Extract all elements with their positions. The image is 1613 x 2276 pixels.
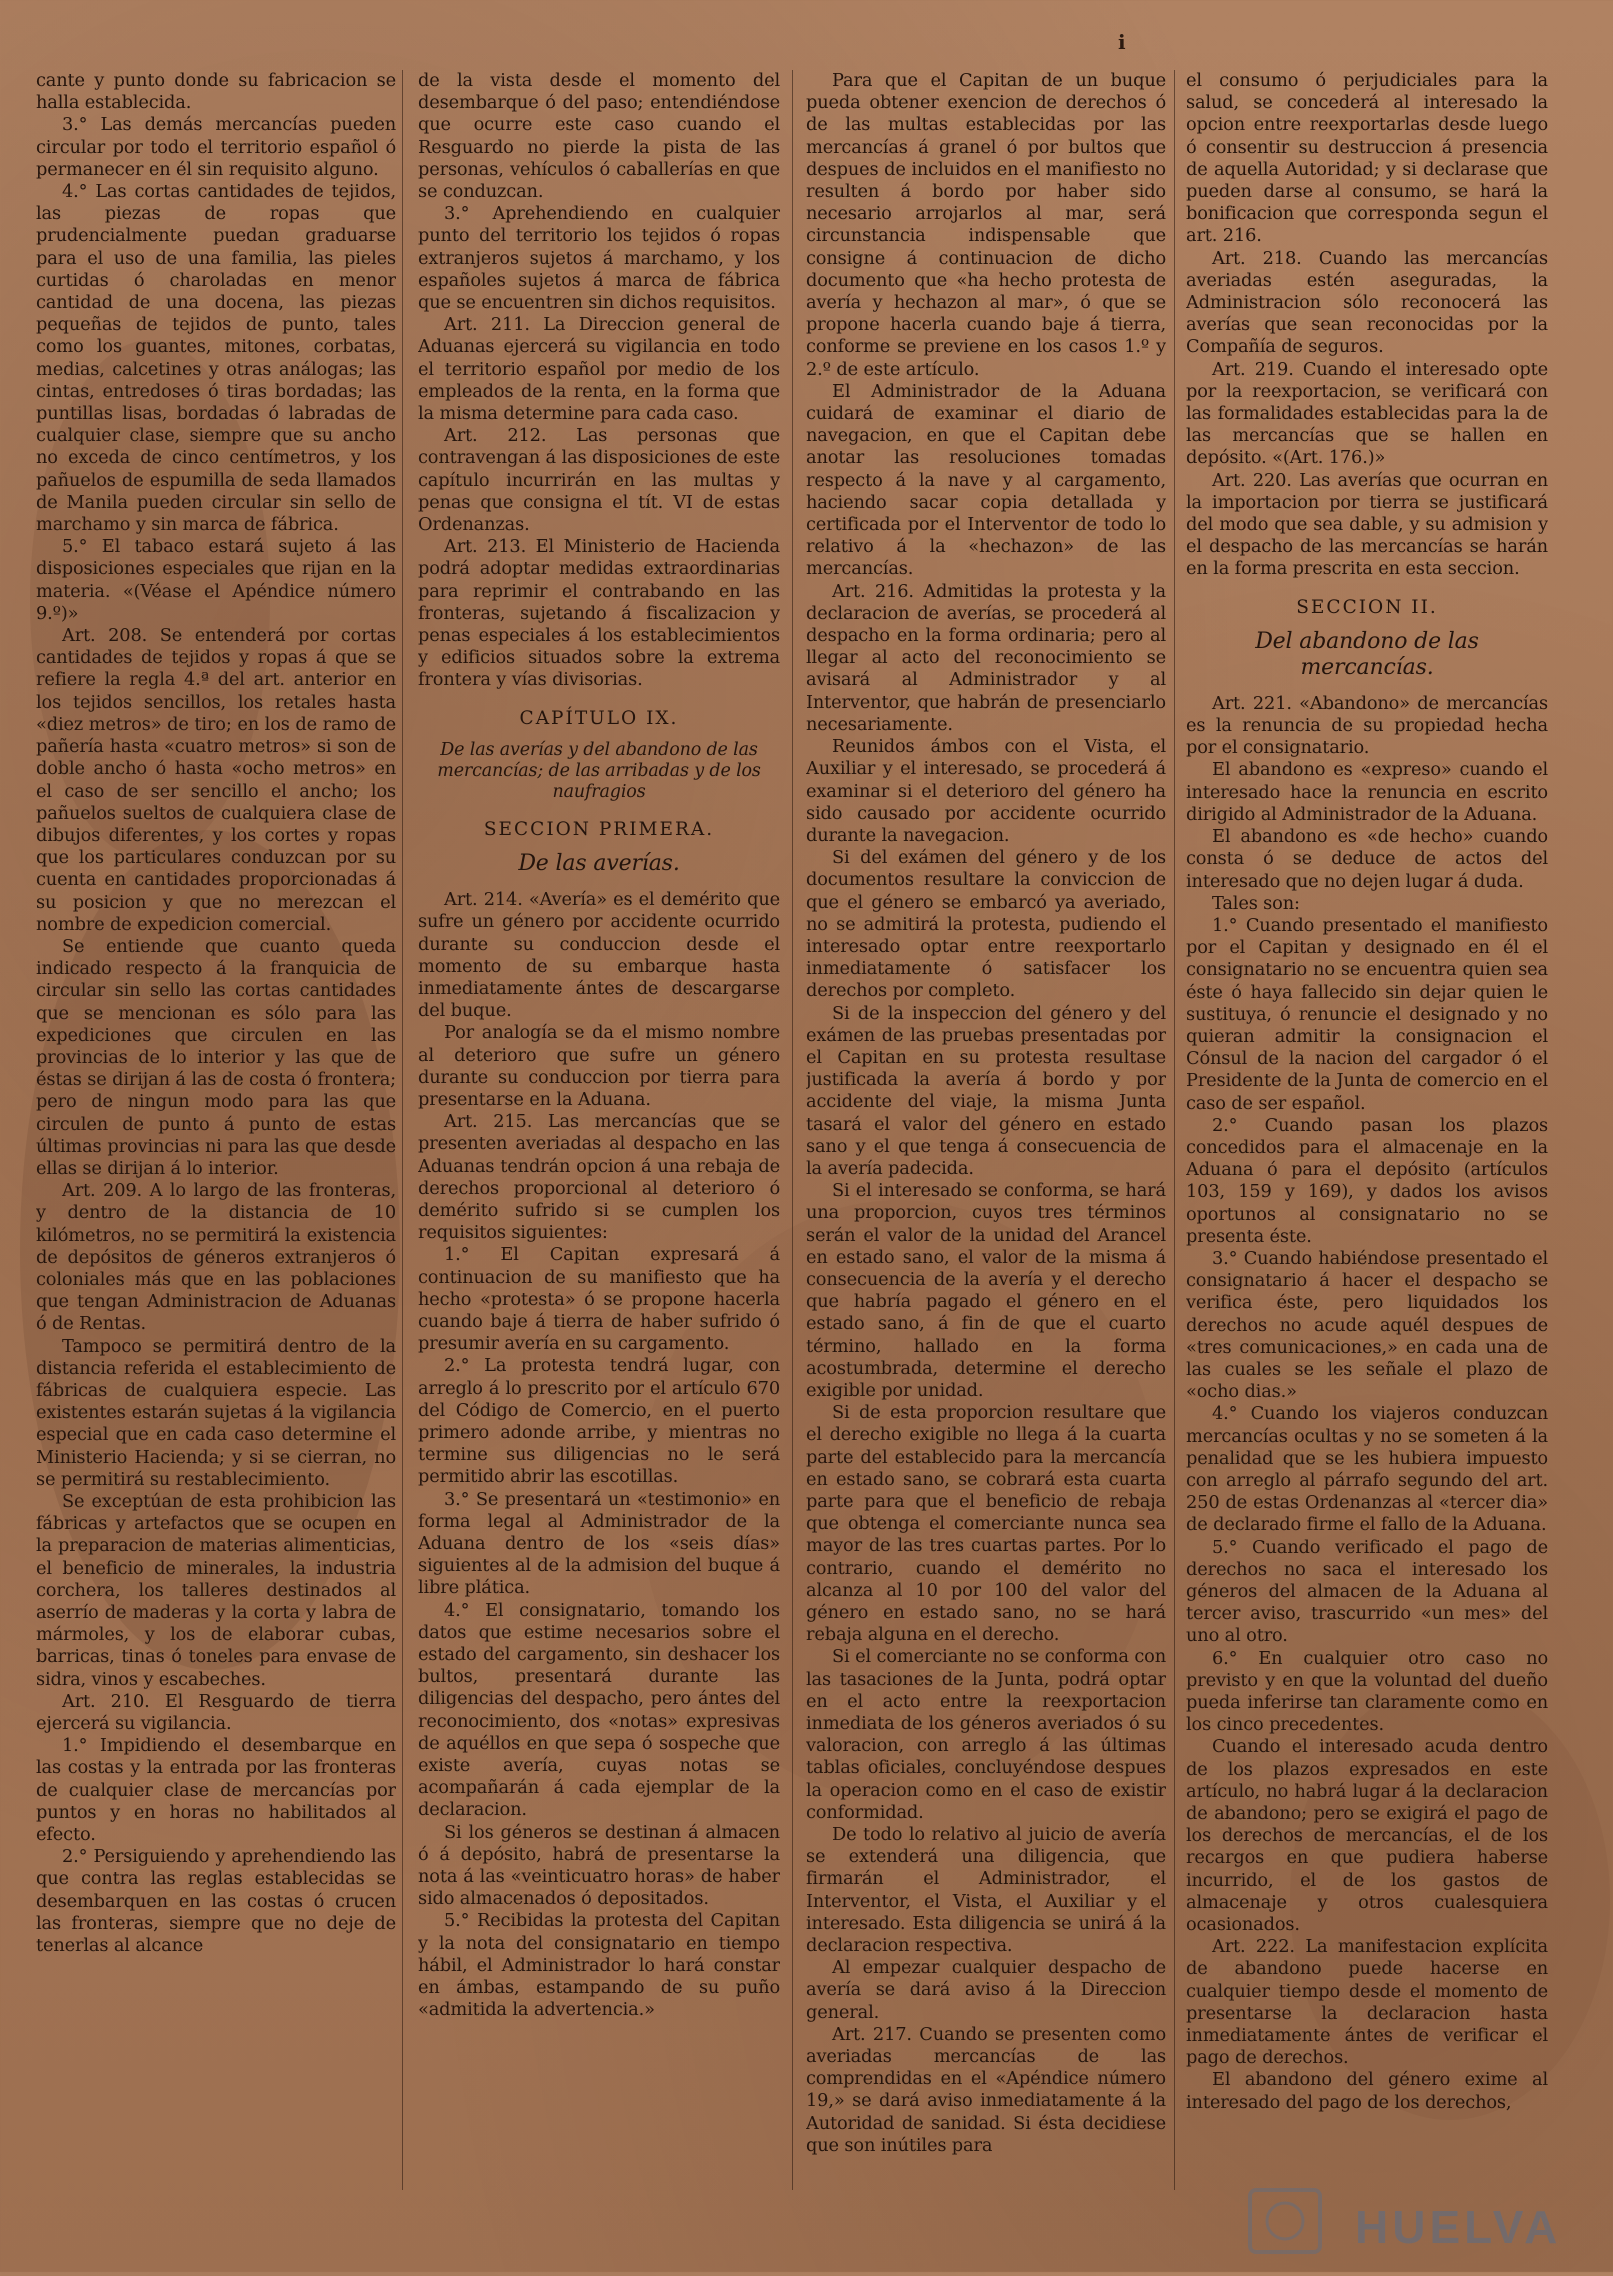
article-paragraph: Art. 222. La manifestacion explícita de abandono puede hacerse en cualquier tiempo desde el momento de presentarse la declaracion hasta inmediatamente ántes de verificar el pago de derechos.	[1186, 1936, 1548, 2069]
article-paragraph: 2.° Persiguiendo y aprehendiendo las que contra las reglas establecidas se desembarquen en las costas ó crucen las fronteras, siempre que no deje de tenerlas al alcance	[36, 1846, 396, 1957]
article-paragraph: 5.° Cuando verificado el pago de derechos no saca el interesado los géneros del almacen de la Aduana al tercer aviso, trascurrido «un mes» del uno al otro.	[1186, 1536, 1548, 1647]
text-column-4	[1186, 70, 1548, 2180]
article-paragraph: De todo lo relativo al juicio de avería se extenderá una diligencia, que firmarán el Administrador, el Interventor, el Vista, el Auxiliar y el interesado. Esta diligencia se unirá á la declaracion respectiva.	[806, 1824, 1166, 1957]
article-paragraph: Para que el Capitan de un buque pueda obtener exencion de derechos ó de las multas establecidas por las mercancías á granel ó por bultos que despues de incluidos en el manifiesto no resulten á bordo por haber sido necesario arrojarlos al mar, será circunstancia indispensable que consigne á continuacion de dicho documento que «ha hecho protesta de avería y hechazon al mar», ó que se propone hacerla cuando baje á tierra, conforme se previene en los casos 1.º y 2.º de este artículo.	[806, 70, 1166, 380]
article-paragraph: Al empezar cualquier despacho de avería se dará aviso á la Direccion general.	[806, 1957, 1166, 2023]
article-paragraph: Se exceptúan de esta prohibicion las fábricas y artefactos que se ocupen en la preparacion de materias alimenticias, el beneficio de minerales, la industria corchera, los talleres destinados al aserrío de maderas y la corta y labra de mármoles, y los de elaborar cubas, barricas, tinas ó toneles para envase de sidra, vinos y escabeches.	[36, 1491, 396, 1690]
section-heading: SECCION PRIMERA.	[483, 818, 715, 840]
article-paragraph: Si de la inspeccion del género y del exámen de las pruebas presentadas por el Capitan en su protesta resultase justificada la avería á bordo y por accidente del viaje, la misma Junta tasará el valor del género en estado sano y el que tenga á consecuencia de la avería padecida.	[806, 1002, 1166, 1179]
article-paragraph: Art. 209. A lo largo de las fronteras, y dentro de la distancia de 10 kilómetros, no se permitirá la existencia de depósitos de géneros extranjeros ó coloniales más que en las poblaciones que tengan Administracion de Aduanas ó de Rentas.	[36, 1180, 396, 1335]
article-paragraph: Se entiende que cuanto queda indicado respecto á la franquicia de circular sin sello las cortas cantidades que se mencionan es sólo para las expediciones que circulen en las provincias de lo interior y las que de éstas se dirijan á las de costa ó frontera; pero de ningun modo para las que circulen de punto á punto de estas últimas provincias ni para las que desde ellas se dirijan á lo interior.	[36, 935, 396, 1179]
article-paragraph: 5.° El tabaco estará sujeto á las disposiciones especiales que rijan en la materia. «(Véase el Apéndice número 9.º)»	[36, 536, 396, 624]
section-subtitle: De las averías.	[518, 851, 680, 877]
article-paragraph: El abandono del género exime al interesado del pago de los derechos,	[1186, 2069, 1548, 2113]
section-heading: CAPÍTULO IX.	[519, 707, 679, 729]
article-paragraph: 1.° El Capitan expresará á continuacion de su manifiesto que ha hecho «protesta» ó se propone hacerla cuando baje á tierra de haber sufrido ó presumir avería en su cargamento.	[418, 1244, 780, 1355]
article-paragraph: 3.° Aprehendiendo en cualquier punto del territorio los tejidos ó ropas extranjeros sujetos á marchamo, y los españoles sujetos á marca de fábrica que se encuentren sin dichos requisitos.	[418, 203, 780, 314]
article-paragraph: 5.° Recibidas la protesta del Capitan y la nota del consignatario en tiempo hábil, el Administrador lo hará constar en ámbas, estampando de su puño «admitida la advertencia.»	[418, 1910, 780, 2021]
article-paragraph: El abandono es «expreso» cuando el interesado hace la renuncia en escrito dirigido al Administrador de la Aduana.	[1186, 759, 1548, 825]
section-heading: SECCION II.	[1296, 596, 1438, 618]
article-paragraph: Tales son:	[1212, 892, 1300, 914]
article-paragraph: Por analogía se da el mismo nombre al deterioro que sufre un género durante su conduccion por tierra para presentarse en la Aduana.	[418, 1022, 780, 1110]
article-paragraph: Art. 220. Las averías que ocurran en la importacion por tierra se justificará del modo que sea dable, y su admision y el despacho de las mercancías se harán en la forma prescrita en esta seccion.	[1186, 469, 1548, 580]
column-rule	[792, 70, 793, 2190]
article-paragraph: 3.° Cuando habiéndose presentado el consignatario á hacer el despacho se verifica éste, pero liquidados los derechos no acude aquél despues de «tres comunicaciones,» en cada una de las cuales se les señale el plazo de «ocho dias.»	[1186, 1247, 1548, 1403]
article-paragraph: El Administrador de la Aduana cuidará de examinar el diario de navegacion, en que el Capitan debe anotar las resoluciones tomadas respecto á la nave y al cargamento, haciendo sacar copia detallada y certificada por el Interventor de todo lo relativo á la «hechazon» de las mercancías.	[806, 380, 1166, 580]
article-paragraph: Art. 213. El Ministerio de Hacienda podrá adoptar medidas extraordinarias para reprimir el contrabando en las fronteras, sujetando á fiscalizacion y penas especiales á los establecimientos y edificios situados sobre la extrema frontera y vías divisorias.	[418, 536, 780, 691]
article-paragraph: 4.° Las cortas cantidades de tejidos, las piezas de ropas que prudencialmente puedan graduarse para el uso de una familia, las pieles curtidas ó charoladas en menor cantidad de una docena, las piezas pequeñas de tejidos de punto, tales como los guantes, mitones, corbatas, medias, calcetines y otras análogas; las cintas, entredoses ó tiras bordadas; las puntillas lisas, bordadas ó labradas de cualquier clase, siempre que su ancho no exceda de cinco centímetros, y los pañuelos de espumilla de seda llamados de Manila pueden circular sin sello de marchamo y sin marca de fábrica.	[36, 181, 396, 536]
article-paragraph: 3.° Se presentará un «testimonio» en forma legal al Administrador de la Aduana dentro de los «seis días» siguientes al de la admision del buque á libre plática.	[418, 1488, 780, 1599]
article-paragraph: Tampoco se permitirá dentro de la distancia referida el establecimiento de fábricas de cualquiera especie. Las existentes estarán sujetas á la vigilancia especial que en cada caso determine el Ministerio Hacienda; y si se cierran, no se permitirá su restablecimiento.	[36, 1335, 396, 1490]
article-paragraph: Art. 212. Las personas que contravengan á las disposiciones de este capítulo incurrirán en las multas y penas que consigna el tít. VI de estas Ordenanzas.	[418, 425, 780, 536]
page-number: i	[1118, 30, 1126, 54]
chapter-subtitle: De las averías y del abandono de las mercancías; de las arribadas y de los naufragios	[437, 739, 761, 802]
article-paragraph: Cuando el interesado acuda dentro de los plazos expresados en este artículo, no habrá lugar á la declaracion de abandono; pero se exigirá el pago de los derechos de mercancías, el de los recargos en que pudiera haberse incurrido, el de los gastos de almacenaje y otros cualesquiera ocasionados.	[1186, 1736, 1548, 1936]
article-paragraph: 2.° La protesta tendrá lugar, con arreglo á lo prescrito por el artículo 670 del Código de Comercio, en el puerto primero adonde arribe, y mientras no termine sus diligencias no le será permitido abrir las escotillas.	[418, 1355, 780, 1488]
column-rule	[1174, 70, 1175, 2190]
article-paragraph: 4.° El consignatario, tomando los datos que estime necesarios sobre el estado del cargamento, sin deshacer los bultos, presentará durante las diligencias del despacho, pero ántes del reconocimiento, dos «notas» expresivas de aquéllos en que sepa ó sospeche que existe avería, cuyas notas se acompañarán á cada ejemplar de la declaracion.	[418, 1599, 780, 1821]
article-paragraph: Art. 221. «Abandono» de mercancías es la renuncia de su propiedad hecha por el consignatario.	[1186, 692, 1548, 759]
text-column-3	[806, 70, 1166, 2180]
article-paragraph: Art. 208. Se entenderá por cortas cantidades de tejidos y ropas á que se refiere la regla 4.ª del art. anterior en los tejidos sencillos, los retales hasta «diez metros» de tiro; en los de ramo de pañería hasta «cuatro metros» si son de doble ancho ó hasta «ocho metros» en el caso de ser sencillo el ancho; los pañuelos sueltos de cualquiera clase de dibujos diferentes, y los cortes y ropas que los particulares conduzcan por su cuenta en cantidades proporcionadas á su posicion y que no merezcan el nombre de expedicion comercial.	[36, 625, 396, 935]
text-column-2	[418, 70, 780, 2180]
article-paragraph: Art. 214. «Avería» es el demérito que sufre un género por accidente ocurrido durante su conduccion desde el momento de su embarque hasta inmediatamente ántes de descargarse del buque.	[418, 889, 780, 1022]
article-paragraph: Si de esta proporcion resultare que el derecho exigible no llega á la cuarta parte del establecido para la mercancía en estado sano, se cobrará esta cuarta parte para que el beneficio de rebaja que obtenga el comerciante nunca sea mayor de las tres cuartas partes. Por lo contrario, cuando el demérito no alcanza al 10 por 100 del valor del género en estado sano, no se hará rebaja alguna en el derecho.	[806, 1402, 1166, 1646]
section-subtitle: Del abandono de las mercancías.	[1255, 628, 1479, 680]
column-rule	[402, 70, 403, 2190]
article-paragraph: cante y punto donde su fabricacion se halla establecida.	[36, 70, 396, 114]
article-paragraph: 3.° Las demás mercancías pueden circular por todo el territorio español ó permanecer en él sin requisito alguno.	[36, 114, 396, 180]
article-paragraph: Art. 217. Cuando se presenten como averiadas mercancías de las comprendidas en el «Apéndice número 19,» se dará aviso inmediatamente á la Autoridad de sanidad. Si ésta decidiese que son inútiles para	[806, 2023, 1166, 2156]
article-paragraph: Art. 211. La Direccion general de Aduanas ejercerá su vigilancia en todo el territorio español por medio de los empleados de la renta, en la forma que la misma determine para cada caso.	[418, 314, 780, 425]
article-paragraph: Art. 218. Cuando las mercancías averiadas estén aseguradas, la Administracion sólo reconocerá las averías que sean reconocidas por la Compañía de seguros.	[1186, 247, 1548, 358]
article-paragraph: de la vista desde el momento del desembarque ó del paso; entendiéndose que ocurre este caso cuando el Resguardo no pierde la pista de las personas, vehículos ó caballerías en que se conduzcan.	[418, 70, 780, 203]
article-paragraph: Reunidos ámbos con el Vista, el Auxiliar y el interesado, se procederá á examinar si el deterioro del género ha sido causado por accidente ocurrido durante la navegacion.	[806, 736, 1166, 846]
article-paragraph: Si el interesado se conforma, se hará una proporcion, cuyos tres términos serán el valor de la unidad del Arancel en estado sano, el valor de la misma á consecuencia de la avería y el derecho que habría pagado el género en el estado sano, á fin de que el cuarto término, hallado en la forma acostumbrada, determine el derecho exigible por unidad.	[806, 1180, 1166, 1401]
article-paragraph: 1.° Cuando presentado el manifiesto por el Capitan y designado en él el consignatario no se encuentra quien sea éste ó haya fallecido sin dejar quien le sustituya, ó renuncie el designado y no quieran admitir la consignacion el Cónsul de la nacion del cargador ó el Presidente de la Junta de comercio en el caso de ser español.	[1186, 914, 1548, 1114]
stamp-text: HUELVA	[1355, 2201, 1562, 2253]
article-paragraph: El abandono es «de hecho» cuando consta ó se deduce de actos del interesado que no dejen lugar á duda.	[1186, 826, 1548, 892]
article-paragraph: el consumo ó perjudiciales para la salud, se concederá al interesado la opcion entre reexportarlas desde luego ó consentir su destruccion á presencia de aquella Autoridad; y si declarase que pueden darse al consumo, se hará la bonificacion que corresponda segun el art. 216.	[1186, 70, 1548, 247]
text-column-1	[36, 70, 396, 2180]
article-paragraph: Si el comerciante no se conforma con las tasaciones de la Junta, podrá optar en el acto entre la reexportacion inmediata de los géneros averiados ó su valoracion, con arreglo á las últimas tablas oficiales, concluyéndose despues la operacion como en el caso de existir conformidad.	[806, 1646, 1166, 1823]
article-paragraph: 2.° Cuando pasan los plazos concedidos para el almacenaje en la Aduana ó para el depósito (artículos 103, 159 y 169), y dados los avisos oportunos al consignatario no se presenta éste.	[1186, 1114, 1548, 1247]
article-paragraph: Si los géneros se destinan á almacen ó á depósito, habrá de presentarse la nota á las «veinticuatro horas» de haber sido almacenados ó depositados.	[418, 1821, 780, 1910]
article-paragraph: Art. 215. Las mercancías que se presenten averiadas al despacho en las Aduanas tendrán opcion á una rebaja de derechos proporcional al deterioro ó demérito sufrido si se cumplen los requisitos siguientes:	[418, 1111, 780, 1244]
article-paragraph: Art. 219. Cuando el interesado opte por la reexportacion, se verificará con las formalidades establecidas para la de las mercancías que se hallen en depósito. «(Art. 176.)»	[1186, 358, 1548, 469]
article-paragraph: Art. 210. El Resguardo de tierra ejercerá su vigilancia.	[36, 1690, 396, 1735]
article-paragraph: 6.° En cualquier otro caso no previsto y en que la voluntad del dueño pueda inferirse tan claramente como en los cinco precedentes.	[1186, 1647, 1548, 1736]
article-paragraph: Art. 216. Admitidas la protesta y la declaracion de averías, se procederá al despacho en la forma ordinaria; pero al llegar al acto del reconocimiento se avisará al Administrador y al Interventor, que habrán de presenciarlo necesariamente.	[806, 580, 1166, 735]
article-paragraph: 4.° Cuando los viajeros conduzcan mercancías ocultas y no se someten á la penalidad que se les hubiera impuesto con arreglo al párrafo segundo del art. 250 de estas Ordenanzas al «tercer dia» de declarado firme el fallo de la Aduana.	[1186, 1403, 1548, 1536]
article-paragraph: Si del exámen del género y de los documentos resultare la conviccion de que el género se embarcó ya averiado, no se admitirá la protesta, pudiendo el interesado optar entre reexportarlo inmediatamente ó satisfacer los derechos por completo.	[806, 847, 1166, 1002]
article-paragraph: 1.° Impidiendo el desembarque en las costas y la entrada por las fronteras de cualquier clase de mercancías por puntos y en horas no habilitados al efecto.	[36, 1735, 396, 1846]
